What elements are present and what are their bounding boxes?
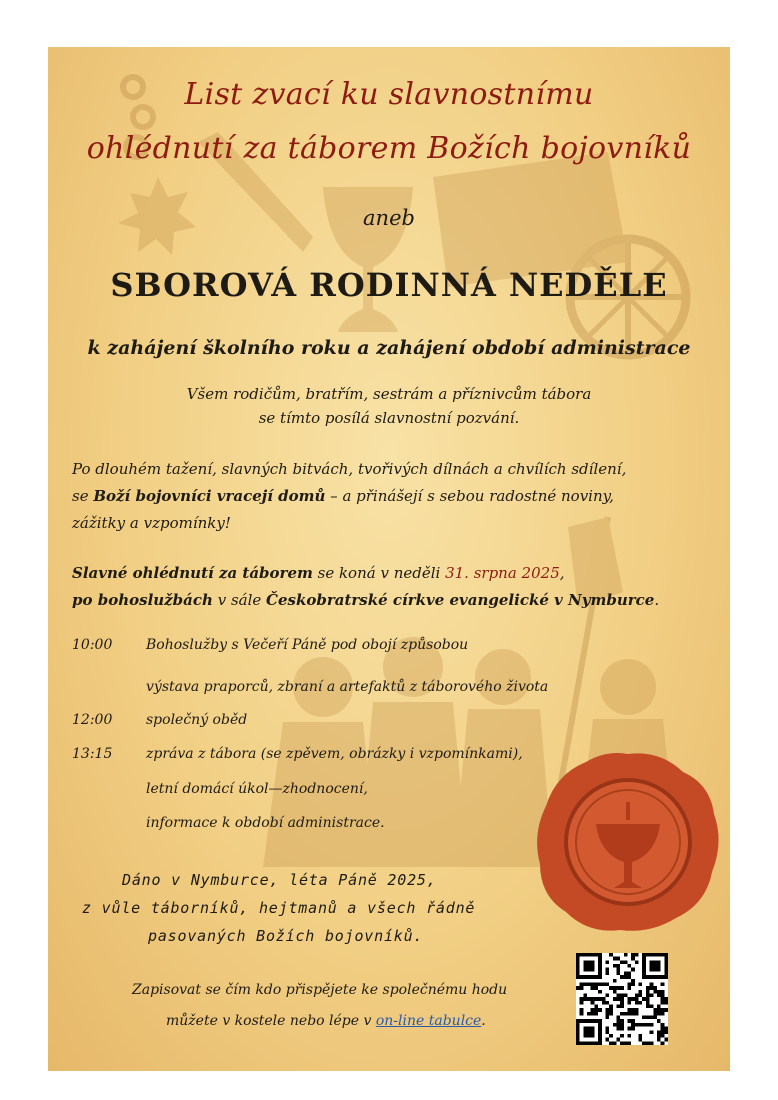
title-line-2: ohlédnutí za táborem Božích bojovníků: [86, 131, 692, 166]
event-line-1: Slavné ohlédnutí za táborem se koná v neděli 31. srpna 2025,: [72, 564, 565, 582]
main-title: SBOROVÁ RODINNÁ NEDĚLE: [110, 266, 668, 304]
background-illustration: [48, 47, 730, 1071]
schedule-time: 10:00: [72, 637, 113, 653]
signature-line-3: pasovaných Božích bojovníků.: [148, 927, 424, 945]
paragraph-line-1: Po dlouhém tažení, slavných bitvách, tvořivých dílnách a chvílích sdílení,: [72, 460, 627, 478]
signature-line-1: Dáno v Nymburce, léta Páně 2025,: [122, 871, 437, 889]
paragraph-line-2: se Boží bojovníci vracejí domů – a přinášejí s sebou radostné noviny,: [72, 487, 614, 505]
footer-line-1: Zapisovat se čím kdo přispějete ke společnému hodu: [132, 982, 508, 998]
event-date: 31. srpna 2025: [445, 564, 560, 582]
cart-illustration: [433, 152, 686, 355]
invitation-poster: [48, 47, 730, 1071]
greeting-line-2: se tímto posílá slavnostní pozvání.: [258, 409, 520, 427]
wax-seal: [537, 753, 718, 931]
schedule-item: společný oběd: [146, 712, 248, 728]
schedule-time: 13:15: [72, 746, 113, 762]
signature-line-2: z vůle táborníků, hejtmanů a všech řádně: [82, 899, 476, 917]
schedule-item: výstava praporců, zbraní a artefaktů z táborového života: [146, 679, 549, 695]
schedule-time: 12:00: [72, 712, 113, 728]
schedule-item: informace k období administrace.: [146, 815, 385, 831]
schedule-item: letní domácí úkol—zhodnocení,: [146, 781, 368, 797]
aneb-text: aneb: [363, 206, 415, 230]
greeting-line-1: Všem rodičům, bratřím, sestrám a příznivcům tábora: [186, 385, 592, 403]
subtitle: k zahájení školního roku a zahájení období administrace: [87, 337, 691, 359]
title-line-1: List zvací ku slavnostnímu: [184, 77, 594, 112]
paragraph-line-3: zážitky a vzpomínky!: [72, 514, 231, 532]
online-table-link[interactable]: on-line tabulce: [375, 1013, 482, 1029]
qr-code[interactable]: [576, 953, 668, 1045]
schedule-item: zpráva z tábora (se zpěvem, obrázky i vzpomínkami),: [146, 746, 523, 762]
event-line-2: po bohoslužbách v sále Českobratrské církve evangelické v Nymburce.: [72, 591, 660, 609]
footer-line-2: můžete v kostele nebo lépe v on-line tabulce.: [166, 1013, 486, 1029]
schedule-item: Bohoslužby s Večeří Páně pod obojí způsobou: [146, 637, 469, 653]
